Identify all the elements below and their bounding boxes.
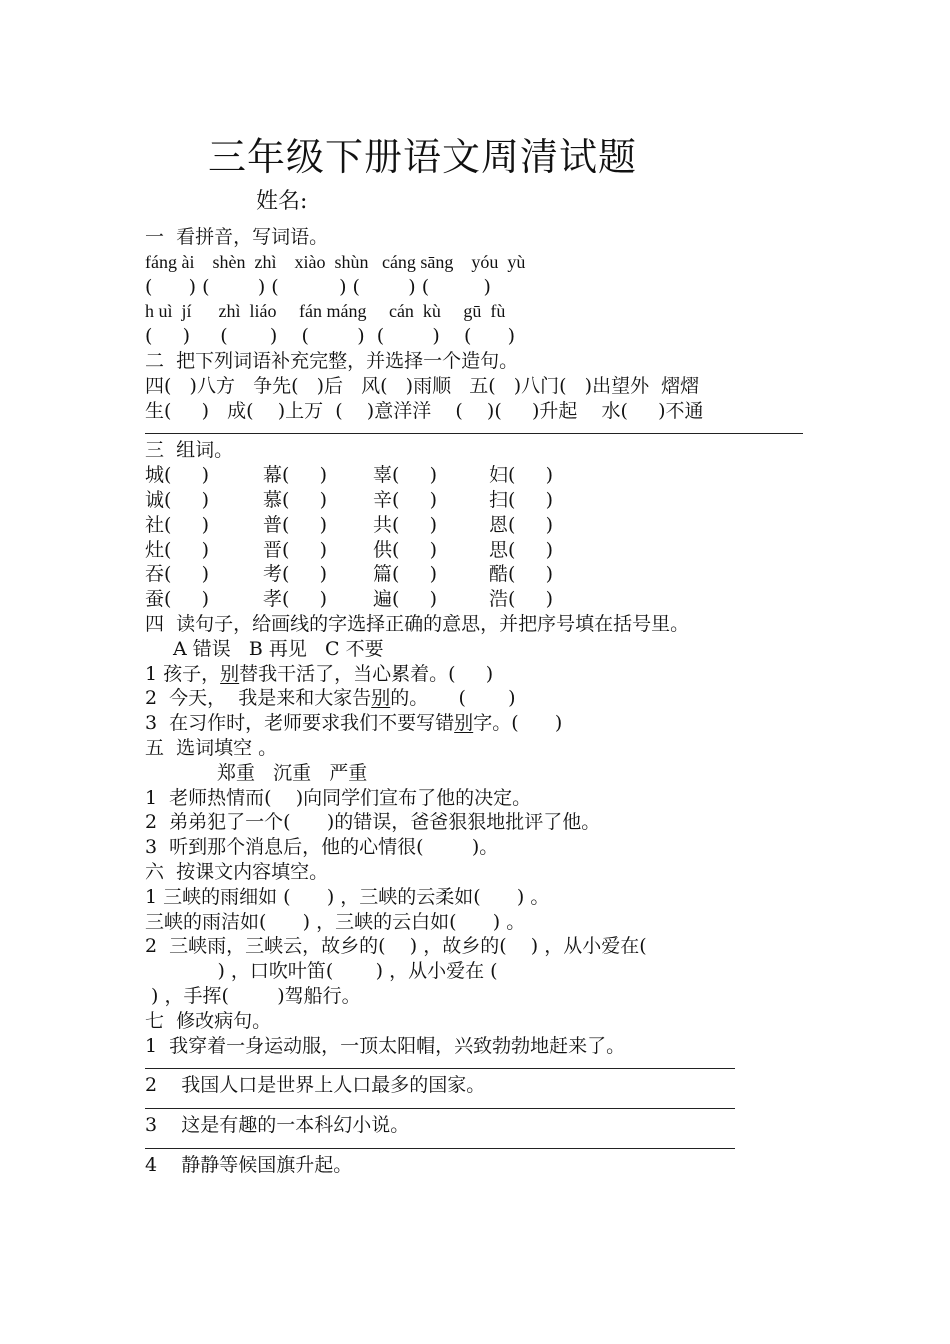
- answer-blanks-row-2[interactable]: ( ) ( ) ( ) ( ) ( ): [145, 325, 516, 348]
- word-group-item[interactable]: 共( ): [373, 513, 438, 536]
- word-group-item[interactable]: 考( ): [263, 563, 328, 586]
- question-4-1[interactable]: [145, 662, 825, 687]
- word-group-item[interactable]: 社( ): [145, 513, 210, 536]
- section-1-heading: 一 看拼音，写词语。: [145, 226, 329, 248]
- word-group-item[interactable]: 扫( ): [489, 488, 554, 511]
- word-group-item[interactable]: 诚( ): [145, 488, 210, 511]
- word-group-item[interactable]: 恩( ): [489, 513, 554, 536]
- sick-sentence-1: 1 我穿着一身运动服，一顶太阳帽，兴致勃勃地赶来了。: [145, 1034, 626, 1057]
- word-group-item[interactable]: 酷( ): [489, 563, 554, 586]
- answer-line-1[interactable]: [145, 1058, 735, 1069]
- answer-blanks-row-1[interactable]: ( ) ( ) ( ) ( ) ( ): [145, 275, 491, 298]
- section-4-heading: 四 读句子，给画线的字选择正确的意思，并把序号填在括号里。: [145, 612, 690, 635]
- page-title: 三年级下册语文周清试题: [208, 135, 638, 179]
- word-group-item[interactable]: 思( ): [489, 538, 554, 561]
- word-group-item[interactable]: 城( ): [145, 464, 210, 487]
- section-7-heading: 七 修改病句。: [145, 1009, 272, 1032]
- section-3-heading: 三 组词。: [145, 439, 234, 462]
- word-group-item[interactable]: 灶( ): [145, 538, 210, 561]
- word-group-item[interactable]: 幕( ): [263, 464, 328, 487]
- answer-line-3[interactable]: [145, 1138, 735, 1149]
- word-group-item[interactable]: 辜( ): [373, 464, 438, 487]
- meaning-options: A 错误 B 再见 C 不要: [173, 637, 384, 660]
- pinyin-row-2: h uì jí zhì liáo fán máng cán kù gū fù: [145, 301, 506, 322]
- sick-sentence-4: 4 静静等候国旗升起。: [145, 1153, 353, 1176]
- word-group-item[interactable]: 妇( ): [489, 464, 554, 487]
- idiom-line-2[interactable]: 生( ) 成( )上万 ( )意洋洋 ( )( )升起 水( )不通: [145, 399, 704, 422]
- word-group-item[interactable]: 晋( ): [263, 538, 328, 561]
- answer-line-2[interactable]: [145, 1098, 735, 1109]
- underlined-char: 别: [454, 712, 474, 735]
- q-text: 字。( ): [473, 712, 563, 735]
- section-6-heading: 六 按课文内容填空。: [145, 860, 329, 883]
- question-5-1[interactable]: 1 老师热情而( )向同学们宣布了他的决定。: [145, 786, 532, 809]
- question-5-2[interactable]: 2 弟弟犯了一个( )的错误，爸爸狠狠地批评了他。: [145, 811, 601, 834]
- fill-line-3[interactable]: 2 三峡雨，三峡云，故乡的( ) ，故乡的( ) ，从小爱在(: [145, 935, 647, 958]
- word-group-item[interactable]: 蚕( ): [145, 588, 210, 611]
- q-text: 替我干活了，当心累着。( ): [239, 662, 494, 685]
- fill-line-5[interactable]: ) ，手挥( )驾船行。: [145, 984, 361, 1007]
- sentence-answer-line[interactable]: [145, 423, 803, 434]
- word-group-item[interactable]: 浩( ): [489, 588, 554, 611]
- word-group-item[interactable]: 吞( ): [145, 563, 210, 586]
- word-group-item[interactable]: 遍( ): [373, 588, 438, 611]
- word-group-item[interactable]: 普( ): [263, 513, 328, 536]
- q-text: 3 在习作时，老师要求我们不要写错: [145, 712, 455, 735]
- idiom-line-1[interactable]: 四( )八方 争先( )后 风( )雨顺 五( )八门( )出望外 熠熠: [145, 374, 700, 397]
- q-text: 1 孩子，: [145, 662, 221, 685]
- exam-content: [145, 225, 825, 1178]
- word-group-item[interactable]: 辛( ): [373, 488, 438, 511]
- underlined-char: 别: [371, 687, 391, 710]
- question-5-3[interactable]: 3 听到那个消息后，他的心情很( )。: [145, 836, 499, 859]
- q-text: 的。 ( ): [390, 687, 516, 710]
- word-group-grid: [145, 463, 825, 612]
- word-choices: 郑重 沉重 严重: [217, 761, 368, 784]
- sick-sentence-2: 2 我国人口是世界上人口最多的国家。: [145, 1074, 486, 1097]
- word-group-item[interactable]: 慕( ): [263, 488, 328, 511]
- underlined-char: 别: [220, 662, 240, 685]
- pinyin-row-1: fáng ài shèn zhì xiào shùn cáng sāng yóu yù: [145, 251, 526, 272]
- fill-line-2[interactable]: 三峡的雨洁如( ) ，三峡的云白如( ) 。: [145, 910, 526, 933]
- word-group-item[interactable]: 孝( ): [263, 588, 328, 611]
- sick-sentence-3: 3 这是有趣的一本科幻小说。: [145, 1114, 410, 1137]
- question-4-3[interactable]: [145, 711, 825, 736]
- fill-line-1[interactable]: 1 三峡的雨细如 ( ) ，三峡的云柔如( ) 。: [145, 885, 550, 908]
- q-text: 2 今天， 我是来和大家告: [145, 687, 372, 710]
- section-2-heading: 二 把下列词语补充完整，并选择一个造句。: [145, 349, 519, 372]
- section-5-heading: 五 选词填空 。: [145, 736, 278, 759]
- name-label: 姓名:: [256, 189, 308, 214]
- word-group-item[interactable]: 篇( ): [373, 563, 438, 586]
- fill-line-4[interactable]: ) ，口吹叶笛( ) ，从小爱在 (: [145, 960, 498, 983]
- word-group-item[interactable]: 供( ): [373, 538, 438, 561]
- question-4-2[interactable]: [145, 686, 825, 711]
